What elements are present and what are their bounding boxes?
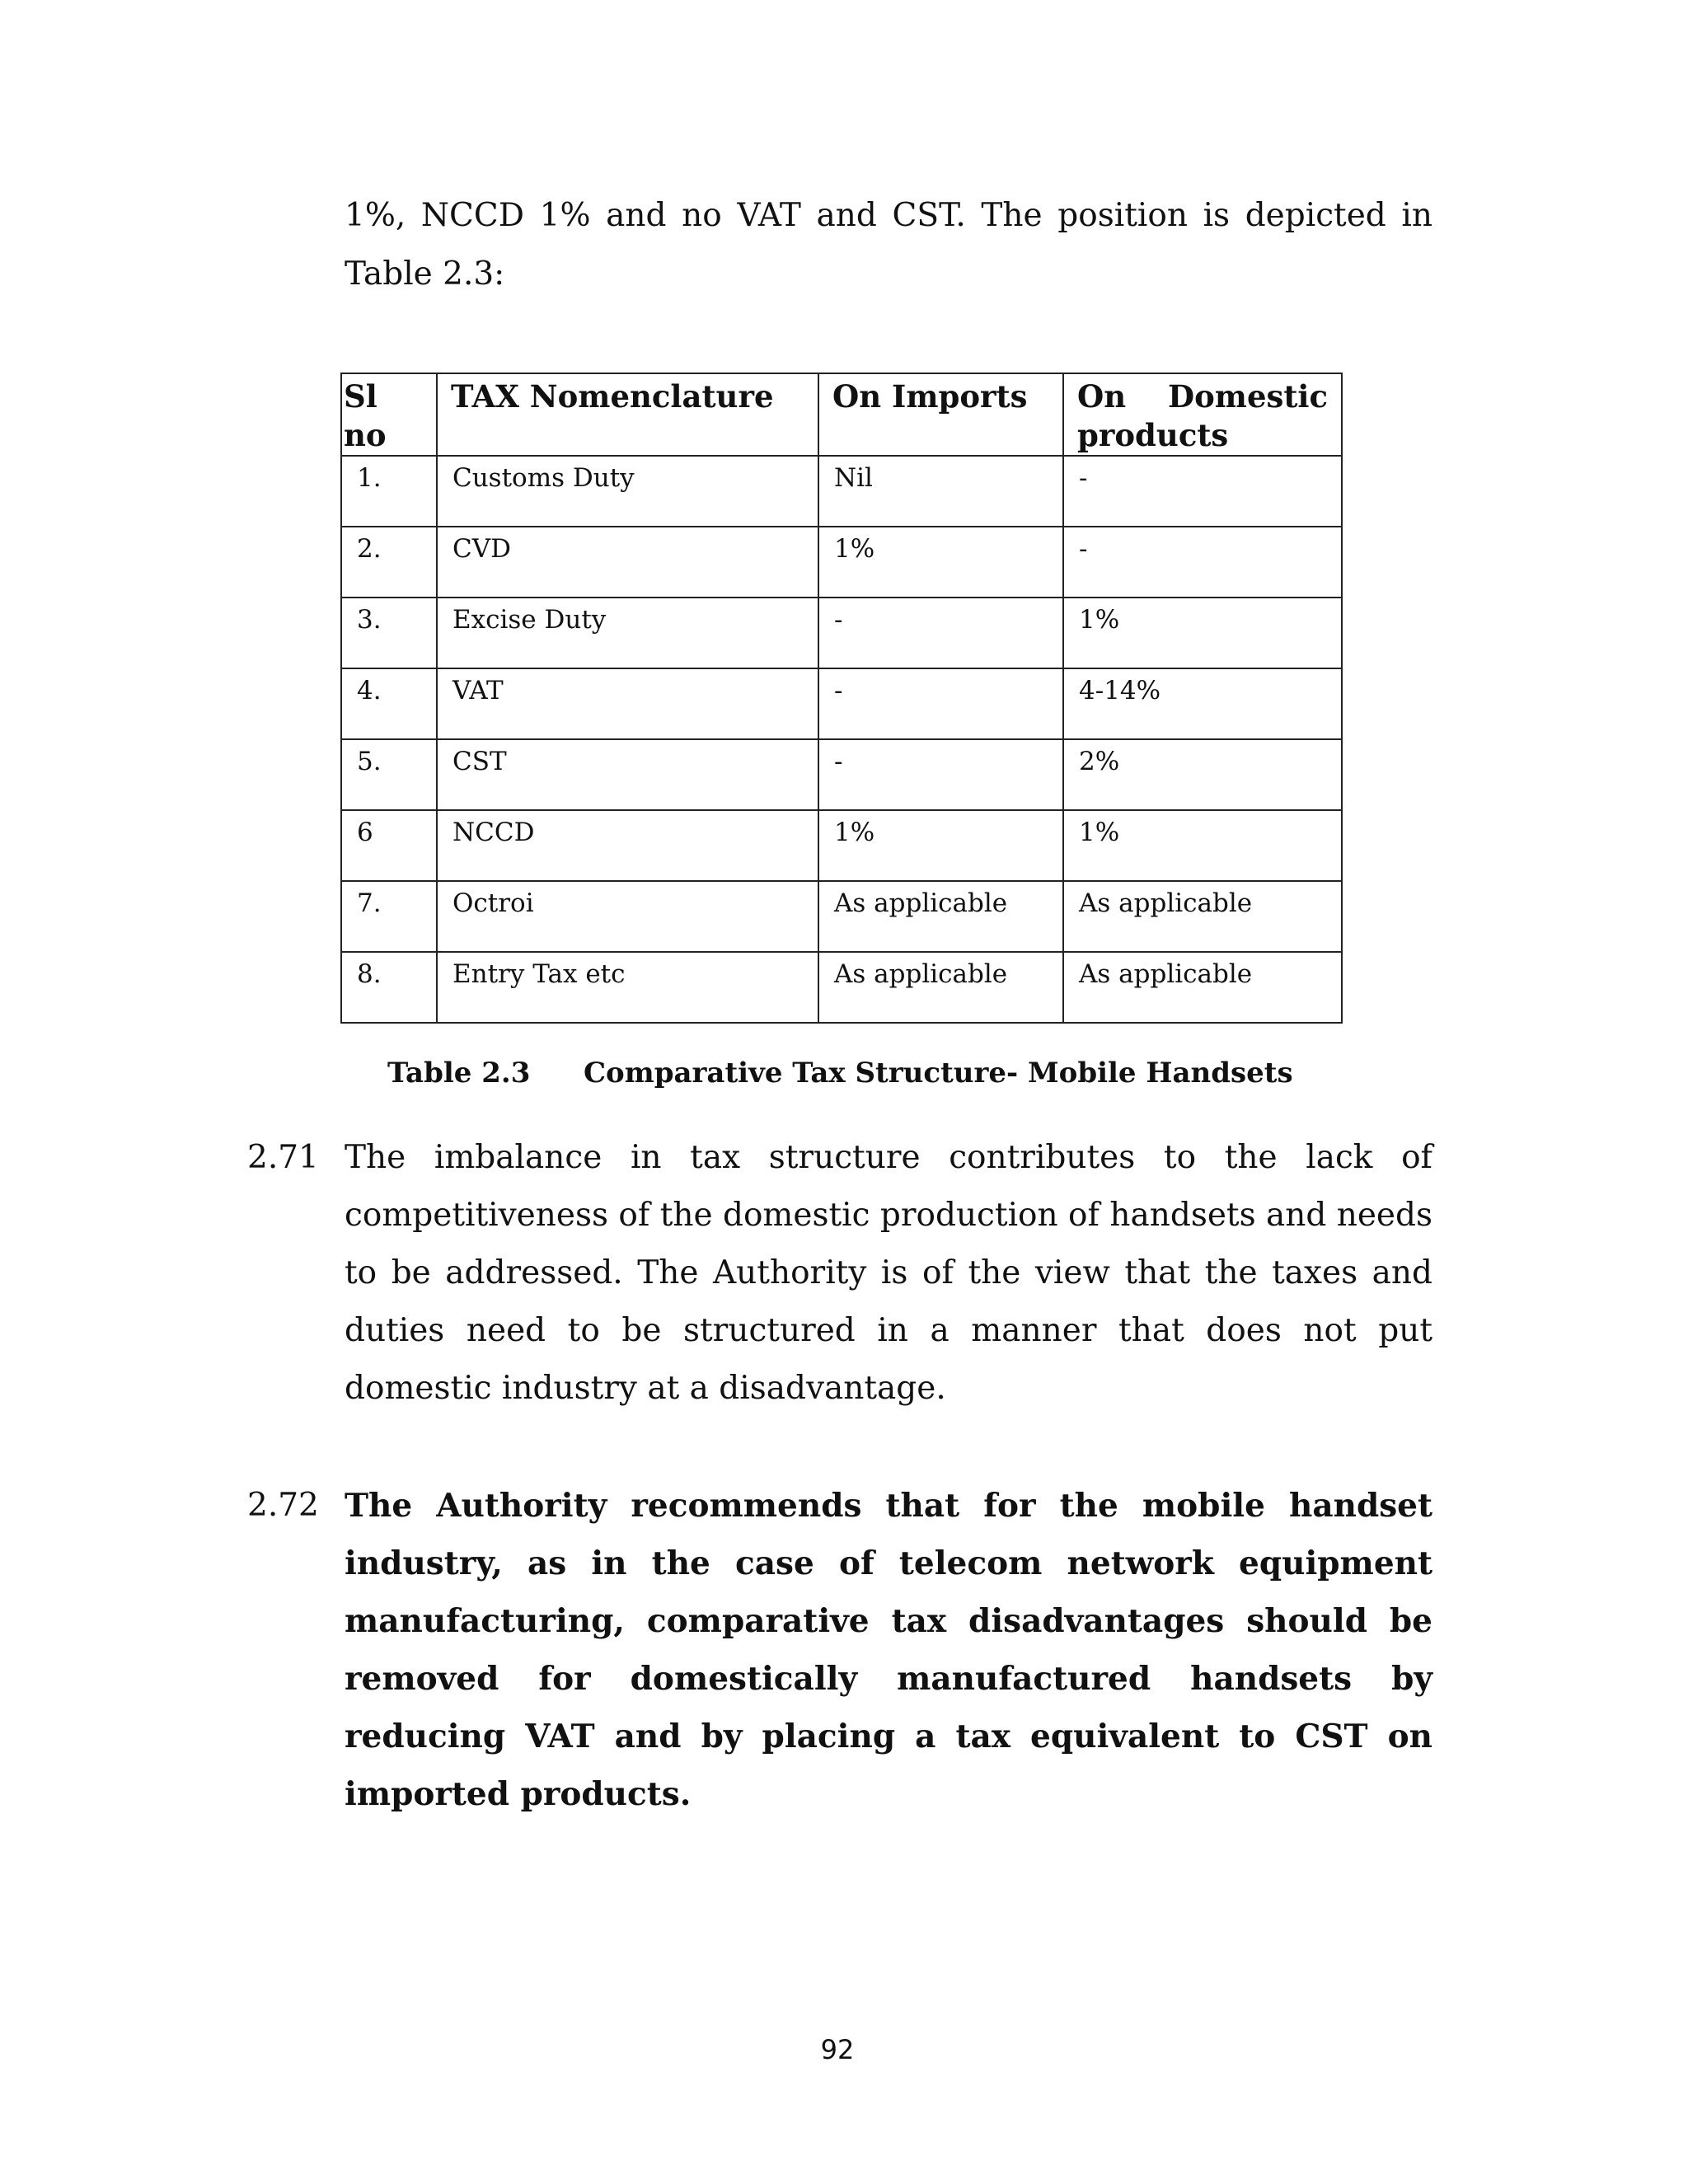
- cell-tax: NCCD: [437, 810, 818, 881]
- cell-sl: 7.: [341, 881, 437, 952]
- header-sl-line1: Sl: [344, 378, 377, 415]
- cell-tax: Octroi: [437, 881, 818, 952]
- cell-domestic: -: [1063, 456, 1342, 527]
- cell-sl: 5.: [341, 739, 437, 810]
- cell-imports: 1%: [818, 810, 1063, 881]
- cell-imports: Nil: [818, 456, 1063, 527]
- table-row: [341, 598, 1342, 668]
- paragraph-2-72-recommendation: [247, 1477, 1432, 1823]
- cell-imports: As applicable: [818, 881, 1063, 952]
- cell-imports: -: [818, 598, 1063, 668]
- header-tax-nomenclature: TAX Nomenclature: [437, 373, 818, 456]
- table-row: [341, 668, 1342, 739]
- header-sl-no: [341, 373, 437, 456]
- cell-domestic: 4-14%: [1063, 668, 1342, 739]
- table-row: [341, 739, 1342, 810]
- cell-imports: As applicable: [818, 952, 1063, 1023]
- cell-domestic: 1%: [1063, 810, 1342, 881]
- paragraph-2-71: [247, 1129, 1432, 1418]
- cell-tax: CST: [437, 739, 818, 810]
- cell-tax: Excise Duty: [437, 598, 818, 668]
- table-row: [341, 881, 1342, 952]
- paragraph-number: 2.71: [247, 1139, 319, 1176]
- cell-domestic: As applicable: [1063, 881, 1342, 952]
- table-row: [341, 456, 1342, 527]
- intro-text: [345, 186, 1432, 303]
- cell-imports: -: [818, 668, 1063, 739]
- cell-tax: Entry Tax etc: [437, 952, 818, 1023]
- header-sl-line2: no: [344, 417, 387, 453]
- table-row: [341, 952, 1342, 1023]
- header-on-domestic: [1063, 373, 1342, 456]
- cell-imports: 1%: [818, 527, 1063, 598]
- table-caption: [387, 1055, 1293, 1091]
- caption-title: Comparative Tax Structure- Mobile Handsets: [584, 1057, 1293, 1090]
- header-domestic-line2: products: [1077, 417, 1229, 453]
- cell-tax: VAT: [437, 668, 818, 739]
- tax-structure-table: [340, 373, 1343, 1024]
- intro-line-2: Table 2.3:: [345, 255, 505, 293]
- table-row: [341, 810, 1342, 881]
- cell-sl: 2.: [341, 527, 437, 598]
- table-header-row: [341, 373, 1342, 456]
- intro-line-1: 1%, NCCD 1% and no VAT and CST. The position is depicted in: [345, 197, 1432, 234]
- paragraph-text: The imbalance in tax structure contributes to the lack of competitiveness of the domestic production of handsets and needs to be addressed. The Authority is of the view that the taxes and duties need to be structured in a manner that does not put domestic industry at a disadvantage.: [345, 1139, 1432, 1407]
- cell-domestic: As applicable: [1063, 952, 1342, 1023]
- paragraph-number: 2.72: [247, 1487, 319, 1524]
- cell-sl: 4.: [341, 668, 437, 739]
- cell-tax: Customs Duty: [437, 456, 818, 527]
- header-domestic-line1: On Domestic: [1077, 378, 1328, 415]
- cell-sl: 1.: [341, 456, 437, 527]
- paragraph-text: The Authority recommends that for the mobile handset industry, as in the case of telecom network equipment manufacturing, comparative tax disadvantages should be removed for domestically manufactured handsets by reducing VAT and by placing a tax equivalent to CST on imported products.: [345, 1487, 1432, 1813]
- table-row: [341, 527, 1342, 598]
- caption-number: Table 2.3: [387, 1057, 531, 1090]
- page-number: 92: [820, 2034, 855, 2065]
- cell-tax: CVD: [437, 527, 818, 598]
- cell-imports: -: [818, 739, 1063, 810]
- cell-sl: 8.: [341, 952, 437, 1023]
- cell-domestic: 1%: [1063, 598, 1342, 668]
- cell-sl: 6: [341, 810, 437, 881]
- header-on-imports: On Imports: [818, 373, 1063, 456]
- cell-sl: 3.: [341, 598, 437, 668]
- cell-domestic: 2%: [1063, 739, 1342, 810]
- cell-domestic: -: [1063, 527, 1342, 598]
